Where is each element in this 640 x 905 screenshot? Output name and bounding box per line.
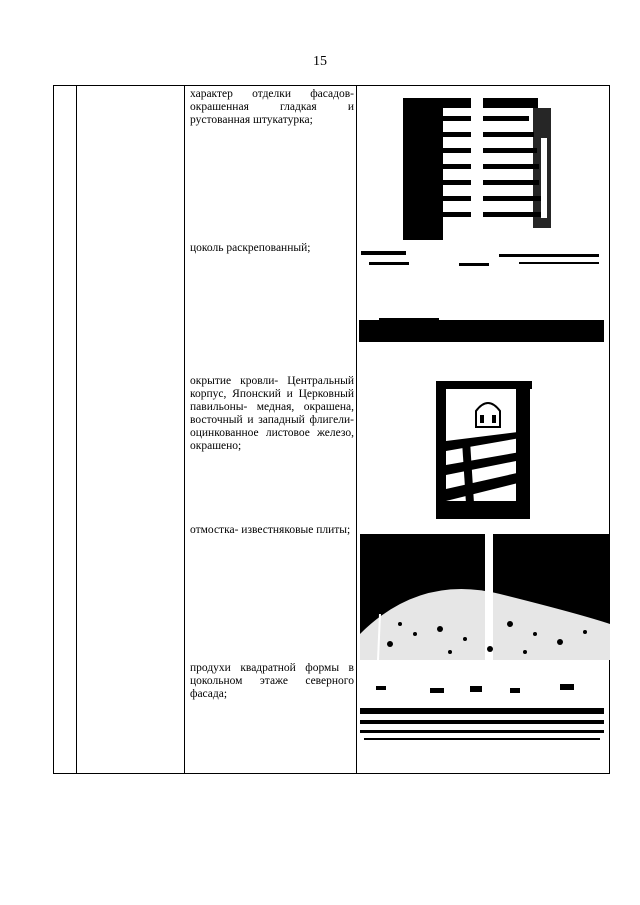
- row-description: цоколь раскрепованный;: [190, 242, 311, 254]
- page-number: 15: [313, 54, 327, 69]
- row-description: характер отделки фасадов- окрашенная гладкая и рустованная штукатурка;: [190, 88, 354, 126]
- plinth-photo: [359, 248, 604, 344]
- column-divider: [184, 86, 185, 773]
- column-divider: [76, 86, 77, 773]
- row-description: отмостка- известняковые плиты;: [190, 524, 351, 536]
- document-table: [53, 85, 610, 774]
- row-description: окрытие кровли- Центральный корпус, Японский и Церковный павильоны- медная, окрашена, восточный и западный флигели- оцинкованное листовое железо, окрашено;: [190, 375, 354, 452]
- roof-photo: [436, 381, 532, 519]
- row-description: продухи квадратной формы в цокольном этаже северного фасада;: [190, 662, 354, 700]
- blind-area-photo: [360, 534, 610, 660]
- facade-photo: [403, 98, 559, 240]
- vents-photo: [360, 678, 604, 748]
- column-divider: [356, 86, 357, 773]
